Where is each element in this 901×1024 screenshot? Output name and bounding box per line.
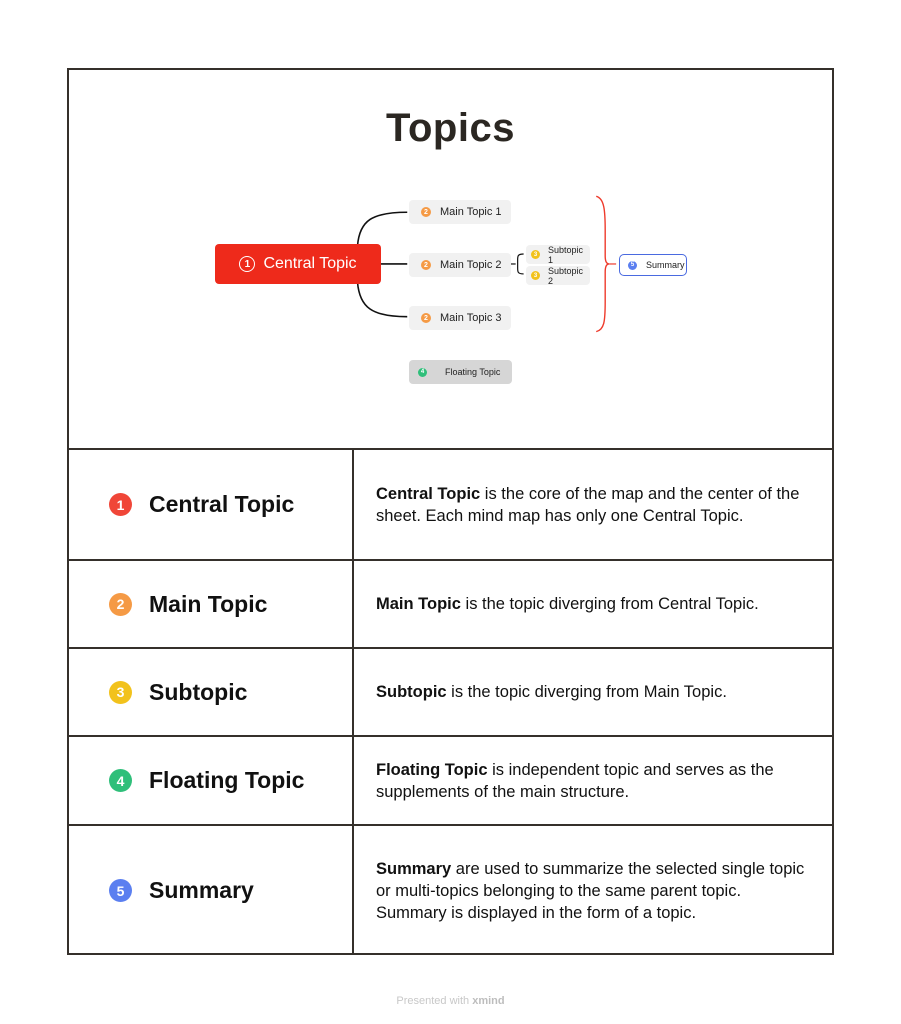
table-row-central-topic: [69, 450, 832, 561]
term-cell: [69, 737, 354, 824]
number-2-icon: 2: [421, 260, 431, 270]
definition-term: Summary: [376, 859, 452, 878]
central-topic-label: Central Topic: [263, 255, 357, 272]
table-row-subtopic: [69, 649, 832, 737]
definition-text: are used to summarize the selected single topic or multi-topics belonging to the same parent topic. Summary is displayed in the form of a topic.: [376, 859, 805, 922]
subtopic-label: Subtopic 1: [548, 244, 584, 265]
term-name: Floating Topic: [149, 767, 305, 793]
term-cell: [69, 450, 354, 559]
main-topic-1-node[interactable]: [409, 200, 511, 224]
main-topic-3-node[interactable]: [409, 306, 511, 330]
term-cell: [69, 561, 354, 647]
definition-text: is the topic diverging from Central Topic.: [460, 595, 759, 613]
number-3-icon: 3: [531, 271, 540, 280]
mind-map-diagram: [69, 70, 832, 450]
term-cell: [69, 826, 354, 955]
footer-prefix: Presented with: [396, 995, 473, 1007]
term-name: Subtopic: [149, 678, 248, 705]
footer-credit: [0, 995, 901, 1007]
definition-text: is the topic diverging from Main Topic.: [446, 683, 727, 701]
main-topic-label: Main Topic 3: [440, 312, 502, 324]
term-name: Central Topic: [149, 491, 295, 517]
definition-term: Subtopic: [376, 683, 447, 701]
term-cell: [69, 649, 354, 735]
number-4-icon: 4: [418, 368, 427, 377]
number-5-icon: 5: [628, 261, 637, 270]
number-2-icon: 2: [421, 313, 431, 323]
number-2-icon: 2: [109, 593, 132, 616]
table-row-floating-topic: [69, 737, 832, 826]
number-1-icon: 1: [239, 256, 255, 272]
term-name: Main Topic: [149, 590, 268, 617]
term-name: Summary: [149, 877, 254, 903]
number-5-icon: 5: [109, 879, 132, 902]
number-4-icon: 4: [109, 769, 132, 792]
main-topic-label: Main Topic 2: [440, 259, 502, 271]
page-title: Topics: [386, 106, 515, 150]
subtopic-label: Subtopic 2: [548, 265, 584, 286]
definition-cell: [354, 450, 832, 559]
xmind-brand: xmind: [472, 995, 505, 1007]
definition-cell: [354, 649, 832, 735]
definition-cell: [354, 737, 832, 824]
central-topic-node[interactable]: [215, 244, 381, 284]
topic-definitions-table: [69, 448, 832, 955]
main-topic-2-node[interactable]: [409, 253, 511, 277]
definition-text: is the core of the map and the center of the sheet. Each mind map has only one Central Topic.: [376, 484, 800, 525]
subtopic-1-node[interactable]: [526, 245, 590, 264]
number-1-icon: 1: [109, 493, 132, 516]
definition-term: Central Topic: [376, 484, 481, 503]
main-topic-label: Main Topic 1: [440, 206, 502, 218]
definition-cell: [354, 561, 832, 647]
definition-text: is independent topic and serves as the supplements of the main structure.: [376, 760, 774, 801]
summary-node[interactable]: [619, 254, 687, 276]
definition-term: Floating Topic: [376, 760, 488, 779]
number-2-icon: 2: [421, 207, 431, 217]
subtopic-2-node[interactable]: [526, 266, 590, 285]
table-row-summary: [69, 826, 832, 955]
floating-topic-label: Floating Topic: [445, 367, 501, 377]
number-3-icon: 3: [109, 681, 132, 704]
floating-topic-node[interactable]: [409, 360, 512, 384]
definition-cell: [354, 826, 832, 955]
topics-sheet: [67, 68, 834, 955]
table-row-main-topic: [69, 561, 832, 649]
definition-term: Main Topic: [376, 595, 461, 613]
summary-label: Summary: [646, 260, 685, 270]
number-3-icon: 3: [531, 250, 540, 259]
